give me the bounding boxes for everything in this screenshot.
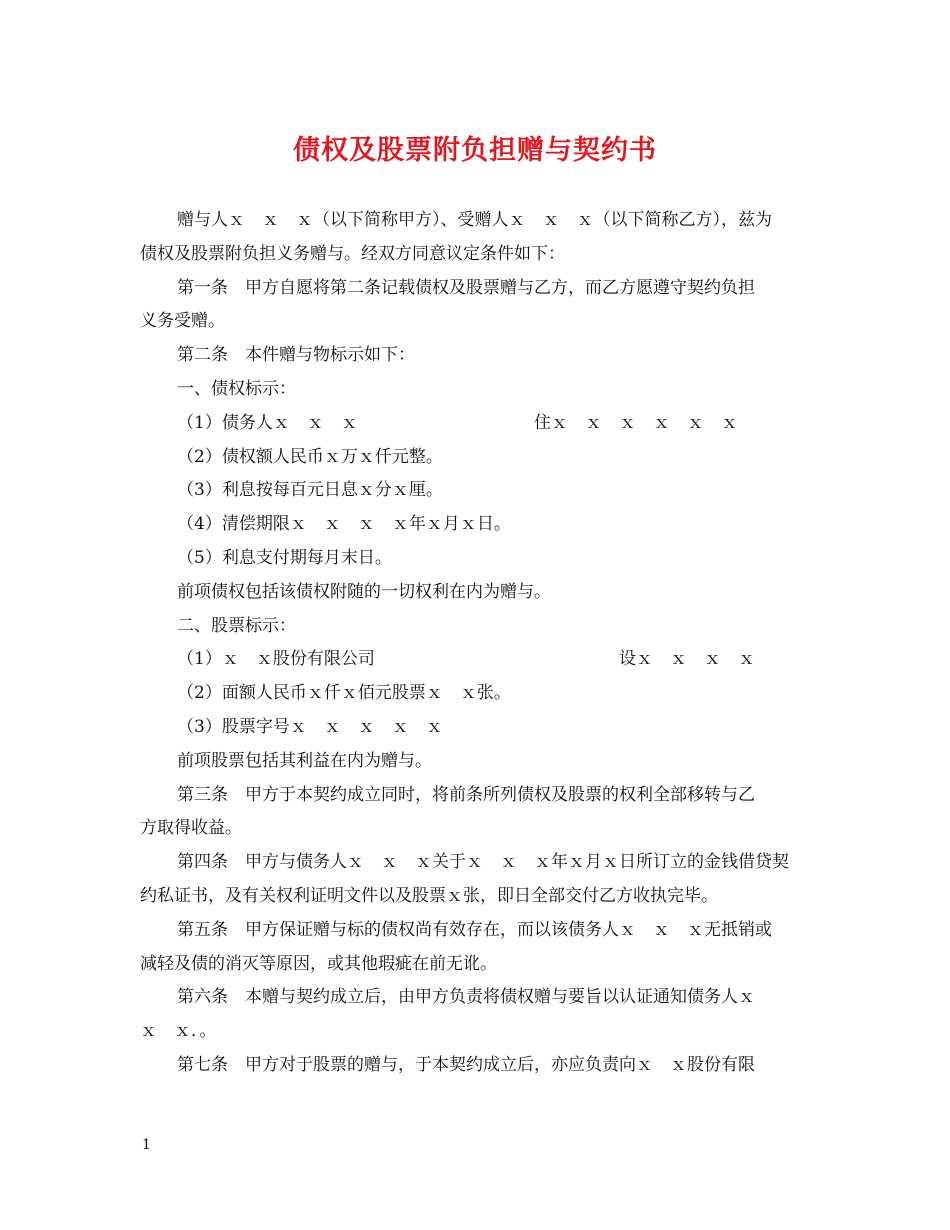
text-line: （2）面额人民币ｘ仟ｘ佰元股票ｘ ｘ张。: [177, 683, 511, 704]
text-line: 第一条 甲方自愿将第二条记载债权及股票赠与乙方，而乙方愿遵守契约负担: [177, 277, 755, 298]
text-line: （4）清偿期限ｘ ｘ ｘ ｘ年ｘ月ｘ日。: [177, 514, 511, 535]
text-line: 方取得收益。: [140, 818, 242, 839]
text-line: 减轻及债的消灭等原因，或其他瑕疵在前无讹。: [140, 953, 497, 974]
text-line: 约私证书，及有关权利证明文件以及股票ｘ张，即日全部交付乙方收执完毕。: [140, 885, 718, 906]
text-line: 第四条 甲方与债务人ｘ ｘ ｘ关于ｘ ｘ ｘ年ｘ月ｘ日所订立的金钱借贷契: [177, 852, 789, 873]
text-line: 第三条 甲方于本契约成立同时，将前条所列债权及股票的权利全部移转与乙: [177, 784, 755, 805]
text-line: 债权及股票附负担义务赠与。经双方同意议定条件如下：: [140, 243, 565, 264]
text-line: （1）债务人ｘ ｘ ｘ: [177, 412, 358, 433]
text-line: （3）利息按每百元日息ｘ分ｘ厘。: [177, 480, 443, 501]
text-line: （2）债权额人民币ｘ万ｘ仟元整。: [177, 446, 443, 467]
text-line: 前项债权包括该债权附随的一切权利在内为赠与。: [177, 581, 551, 602]
text-line: 住ｘ ｘ ｘ ｘ ｘ ｘ: [534, 412, 738, 433]
stock-item-company: [140, 643, 816, 677]
text-line: ｘ ｘ．。: [140, 1021, 217, 1042]
text-line: 第五条 甲方保证赠与标的债权尚有效存在，而以该债务人ｘ ｘ ｘ无抵销或: [177, 919, 772, 940]
text-line: 义务受赠。: [140, 311, 225, 332]
text-line: （3）股票字号ｘ ｘ ｘ ｘ ｘ: [177, 716, 443, 737]
page-title: 债权及股票附负担赠与契约书: [293, 135, 657, 166]
text-line: 一、债权标示：: [177, 378, 296, 399]
text-line: 第二条 本件赠与物标示如下：: [177, 345, 415, 366]
text-line: 前项股票包括其利益在内为赠与。: [177, 750, 432, 771]
text-line: 二、股票标示：: [177, 615, 296, 636]
debt-item-debtor: [140, 407, 816, 441]
text-line: 第六条 本赠与契约成立后，由甲方负责将债权赠与要旨以认证通知债务人ｘ: [177, 987, 755, 1008]
page-number: 1: [142, 1137, 151, 1153]
text-line: （5）利息支付期每月末日。: [177, 547, 392, 568]
document-body: [140, 204, 816, 1083]
text-line: （1）ｘ ｘ股份有限公司: [177, 649, 375, 670]
text-line: 赠与人ｘ ｘ ｘ（以下简称甲方）、受赠人ｘ ｘ ｘ（以下简称乙方），兹为: [177, 210, 772, 230]
text-line: 设ｘ ｘ ｘ ｘ: [619, 649, 755, 670]
text-line: 第七条 甲方对于股票的赠与，于本契约成立后，亦应负责向ｘ ｘ股份有限: [177, 1054, 755, 1075]
